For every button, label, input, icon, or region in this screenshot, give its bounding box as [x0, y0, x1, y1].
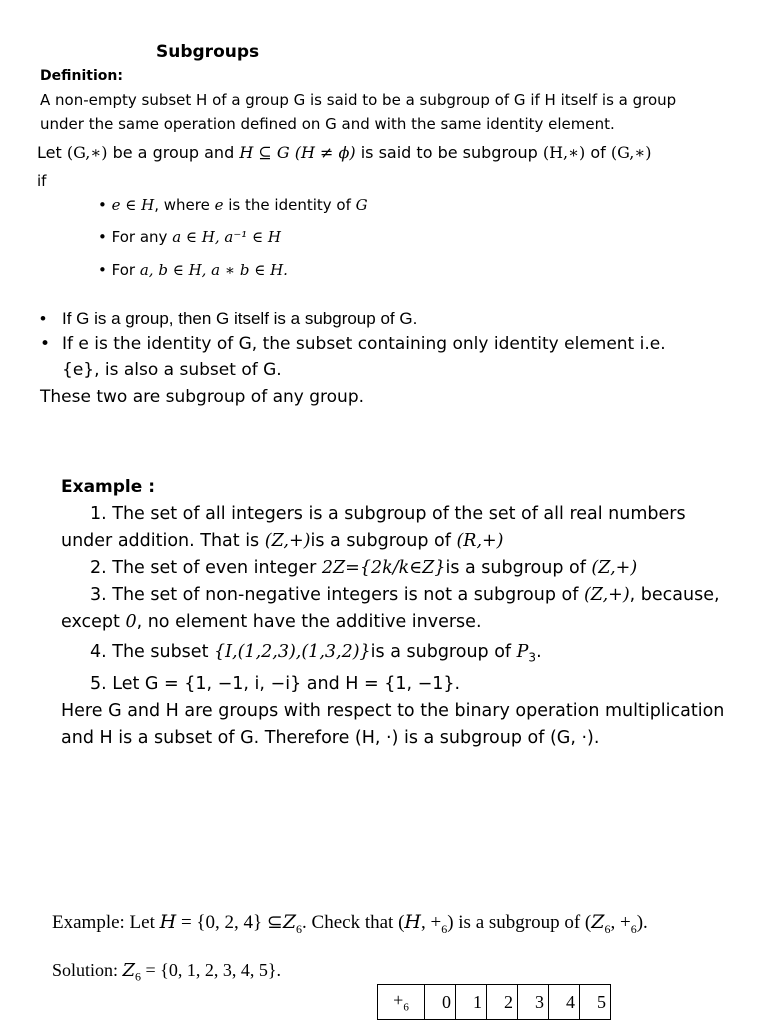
subscript: 6	[135, 969, 142, 984]
math: e	[214, 196, 224, 214]
text: of	[585, 143, 611, 162]
note-identity-subset-cont: {e}, is also a subset of G.	[62, 360, 282, 380]
text: , where	[154, 196, 215, 214]
text: .	[536, 642, 542, 662]
math: a, b ∈ H, a ∗ b ∈ H.	[139, 261, 288, 279]
math: Z	[591, 911, 605, 933]
subscript: 6	[403, 1001, 409, 1014]
math: H	[404, 911, 421, 933]
definition-label: Definition:	[40, 68, 123, 84]
text: is said to be subgroup	[355, 143, 543, 162]
text: = {0, 2, 4} ⊆	[176, 912, 283, 933]
condition-identity	[98, 196, 368, 214]
text: is a subgroup of	[370, 642, 517, 662]
math: H ⊆ G (H ≠ ϕ)	[239, 143, 356, 162]
text: , +	[420, 912, 442, 933]
text: ) is a subgroup of (	[447, 912, 592, 933]
math: Z	[122, 960, 136, 981]
header-cell: 4	[549, 985, 580, 1020]
example-3a	[90, 585, 720, 605]
math: a ∈ H, a⁻¹ ∈ H	[172, 228, 281, 246]
text: +	[393, 990, 404, 1011]
text: Solution:	[52, 960, 123, 980]
subscript: 6	[604, 921, 611, 936]
note-identity-subset	[40, 334, 666, 354]
text: Let	[37, 143, 67, 162]
table-header-row	[378, 985, 611, 1020]
text: is a subgroup of	[310, 531, 457, 551]
math: (R,+)	[456, 531, 504, 551]
definition-line-1: A non-empty subset H of a group G is said to be a subgroup of G if H itself is a group	[40, 91, 677, 109]
text: , no element have the additive inverse.	[136, 612, 482, 632]
math: (Z,+)	[583, 585, 630, 605]
example-6a: Here G and H are groups with respect to the binary operation multiplication	[61, 701, 725, 721]
if-word: if	[37, 172, 47, 190]
math: e ∈ H	[111, 196, 155, 214]
bullet: •	[98, 261, 112, 279]
cayley-table	[377, 984, 611, 1020]
bullet: •	[40, 309, 46, 328]
math: H	[159, 911, 177, 933]
text: 4. The subset	[90, 642, 214, 662]
text: If G is a group, then G itself is a subgroup of G.	[62, 309, 418, 328]
subscript: 6	[441, 921, 448, 936]
definition-line-2: under the same operation defined on G and with the same identity element.	[40, 115, 615, 133]
text: is a subgroup of	[445, 558, 592, 578]
text: . Check that (	[302, 912, 405, 933]
text: except	[61, 612, 126, 632]
text: ).	[636, 912, 648, 933]
solution-line	[52, 960, 281, 985]
example-4	[90, 642, 542, 665]
condition-closure	[98, 261, 288, 279]
math: 2Z={2k/k∈Z}	[321, 558, 446, 578]
example-3b	[61, 612, 482, 632]
example-2	[90, 558, 637, 578]
text: For	[111, 261, 140, 279]
operation-cell	[378, 985, 425, 1020]
example-1a: 1. The set of all integers is a subgroup of the set of all real numbers	[90, 504, 686, 524]
math: {I,(1,2,3),(1,3,2)}	[214, 642, 371, 662]
text: is the identity of	[223, 196, 356, 214]
subscript: 6	[296, 921, 303, 936]
example-6b: and H is a subset of G. Therefore (H, ·) is a subgroup of (G, ·).	[61, 728, 600, 748]
math: Z	[282, 911, 297, 933]
text: Example: Let	[52, 912, 160, 933]
condition-inverse	[98, 228, 281, 246]
math: (Z,+)	[264, 531, 311, 551]
text: , +	[610, 912, 631, 933]
bullet: •	[98, 228, 112, 246]
text: If e is the identity of G, the subset containing only identity element i.e.	[62, 334, 666, 354]
page-title: Subgroups	[156, 42, 260, 62]
example-z6	[52, 911, 648, 937]
math: (H,∗)	[542, 143, 586, 162]
note-summary: These two are subgroup of any group.	[40, 387, 365, 407]
text: For any	[111, 228, 173, 246]
text: 2. The set of even integer	[90, 558, 322, 578]
header-cell: 3	[518, 985, 549, 1020]
example-1b	[61, 531, 504, 551]
text: , because,	[629, 585, 720, 605]
header-cell: 5	[580, 985, 611, 1020]
bullet: •	[98, 196, 112, 214]
math: G	[355, 196, 368, 214]
definition-statement	[37, 143, 652, 162]
math: (G,∗)	[610, 143, 652, 162]
note-group-itself	[40, 309, 417, 329]
bullet: •	[40, 334, 51, 354]
header-cell: 2	[487, 985, 518, 1020]
subscript: 3	[528, 650, 537, 665]
math: 0	[125, 612, 137, 632]
subscript: 6	[630, 921, 637, 936]
header-cell: 1	[456, 985, 487, 1020]
math: P	[516, 642, 529, 662]
math: (G,∗)	[66, 143, 108, 162]
example-5: 5. Let G = {1, −1, i, −i} and H = {1, −1}.	[90, 674, 461, 694]
examples-heading: Example :	[61, 477, 156, 497]
text: = {0, 1, 2, 3, 4, 5}.	[141, 960, 281, 980]
text: under addition. That is	[61, 531, 265, 551]
header-cell: 0	[425, 985, 456, 1020]
text: 3. The set of non-negative integers is not a subgroup of	[90, 585, 584, 605]
text: be a group and	[107, 143, 240, 162]
math: (Z,+)	[591, 558, 638, 578]
